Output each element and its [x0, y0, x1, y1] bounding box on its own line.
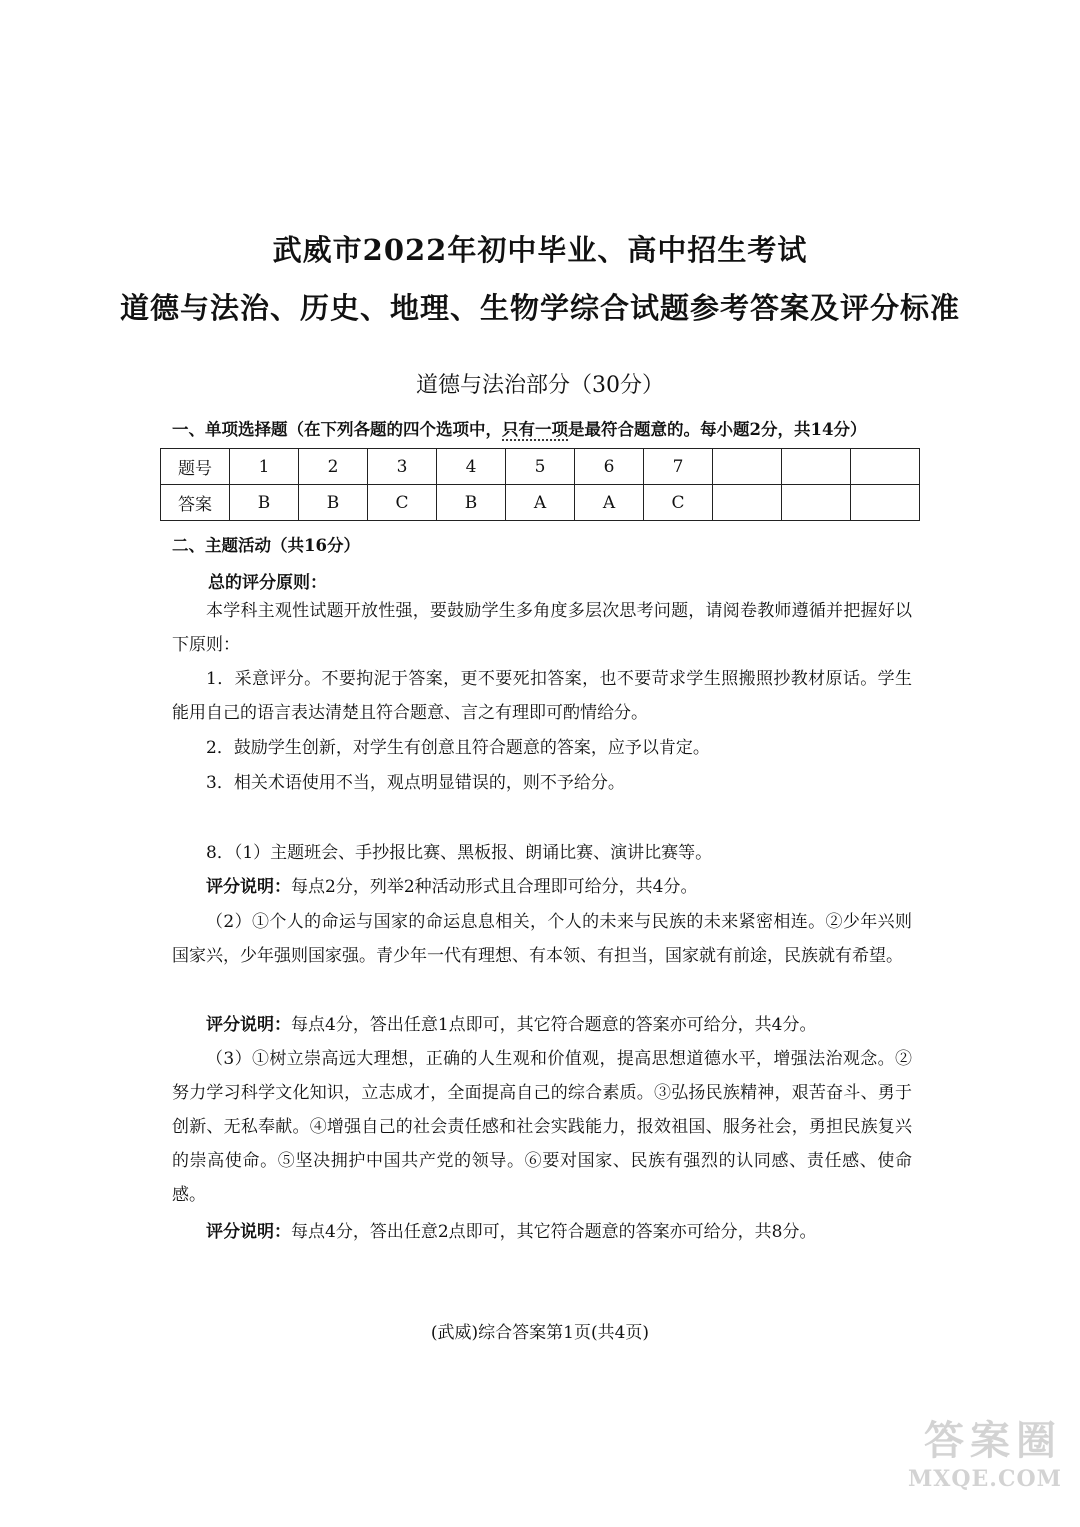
rule-3: 3．相关术语使用不当，观点明显错误的，则不予给分。 — [206, 773, 625, 793]
row-label: 答案 — [161, 485, 230, 521]
scoring-text: 每点4分，答出任意1点即可，其它符合题意的答案亦可给分，共4分。 — [291, 1015, 817, 1035]
table-cell: B — [437, 485, 506, 521]
table-cell — [782, 449, 851, 485]
row-label: 题号 — [161, 449, 230, 485]
table-cell: 5 — [506, 449, 575, 485]
table-cell: C — [644, 485, 713, 521]
exam-subtitle: 道德与法治、历史、地理、生物学综合试题参考答案及评分标准 — [119, 291, 960, 325]
table-cell — [851, 485, 920, 521]
table-cell: 4 — [437, 449, 506, 485]
table-cell: 2 — [299, 449, 368, 485]
table-cell: 6 — [575, 449, 644, 485]
table-cell: 7 — [644, 449, 713, 485]
section-title: 道德与法治部分（30分） — [416, 373, 664, 398]
principle-title: 总的评分原则： — [208, 573, 327, 593]
q8-part1-scoring — [172, 870, 912, 904]
table-cell: 1 — [230, 449, 299, 485]
q8-part1-answer: 8．（1）主题班会、手抄报比赛、黑板报、朗诵比赛、演讲比赛等。 — [206, 843, 713, 863]
scoring-label: 评分说明： — [206, 1222, 291, 1242]
table-cell: B — [299, 485, 368, 521]
exam-title: 武威市2022年初中毕业、高中招生考试 — [272, 233, 808, 267]
page-footer: (武威)综合答案第1页(共4页) — [430, 1323, 650, 1343]
question1-heading-emphasis: 只有一项 — [502, 420, 568, 439]
q8-part2-scoring — [172, 1008, 912, 1042]
q8-part3-answer: （3）①树立崇高远大理想，正确的人生观和价值观，提高思想道德水平，增强法治观念。②努力学习科学文化知识，立志成才，全面提高自己的综合素质。③弘扬民族精神，艰苦奋斗、勇于创新、无私奉献。④增强自己的社会责任感和社会实践能力，报效祖国、服务社会，勇担民族复兴的崇高使命。⑤坚决拥护中国共产党的领导。⑥要对国家、民族有强烈的认同感、责任感、使命感。 — [172, 1049, 912, 1205]
answer-row — [161, 485, 920, 521]
answer-table — [160, 448, 920, 521]
watermark-url: MXQE.COM — [907, 1466, 1062, 1492]
intro-paragraph: 本学科主观性试题开放性强，要鼓励学生多角度多层次思考问题，请阅卷教师遵循并把握好以下原则： — [172, 601, 912, 655]
table-cell — [851, 449, 920, 485]
scoring-label: 评分说明： — [206, 1015, 291, 1035]
rule-1: 1．采意评分。不要拘泥于答案，更不要死扣答案，也不要苛求学生照搬照抄教材原话。学生能用自己的语言表达清楚且符合题意、言之有理即可酌情给分。 — [172, 669, 912, 723]
q8-part3-scoring — [172, 1215, 912, 1249]
question1-heading-part-a: 一、单项选择题（在下列各题的四个选项中， — [172, 420, 502, 439]
table-cell — [713, 449, 782, 485]
question-number-row — [161, 449, 920, 485]
table-cell: C — [368, 485, 437, 521]
rule-2: 2．鼓励学生创新，对学生有创意且符合题意的答案，应予以肯定。 — [206, 738, 710, 758]
table-cell: B — [230, 485, 299, 521]
scoring-text: 每点4分，答出任意2点即可，其它符合题意的答案亦可给分，共8分。 — [291, 1222, 817, 1242]
scoring-label: 评分说明： — [206, 877, 291, 897]
question1-heading — [172, 416, 866, 440]
table-cell — [782, 485, 851, 521]
table-cell: 3 — [368, 449, 437, 485]
watermark-brand: 答案圈 — [924, 1417, 1062, 1464]
table-cell — [713, 485, 782, 521]
q8-part2-answer: （2）①个人的命运与国家的命运息息相关，个人的未来与民族的未来紧密相连。②少年兴则国家兴，少年强则国家强。青少年一代有理想、有本领、有担当，国家就有前途，民族就有希望。 — [172, 912, 912, 966]
scoring-text: 每点2分，列举2种活动形式且合理即可给分，共4分。 — [291, 877, 698, 897]
table-cell: A — [575, 485, 644, 521]
watermark-logo — [872, 1409, 1062, 1519]
table-cell: A — [506, 485, 575, 521]
question1-heading-part-b: 是最符合题意的。每小题2分，共14分） — [568, 420, 867, 439]
question2-heading: 二、主题活动（共16分） — [172, 536, 360, 555]
